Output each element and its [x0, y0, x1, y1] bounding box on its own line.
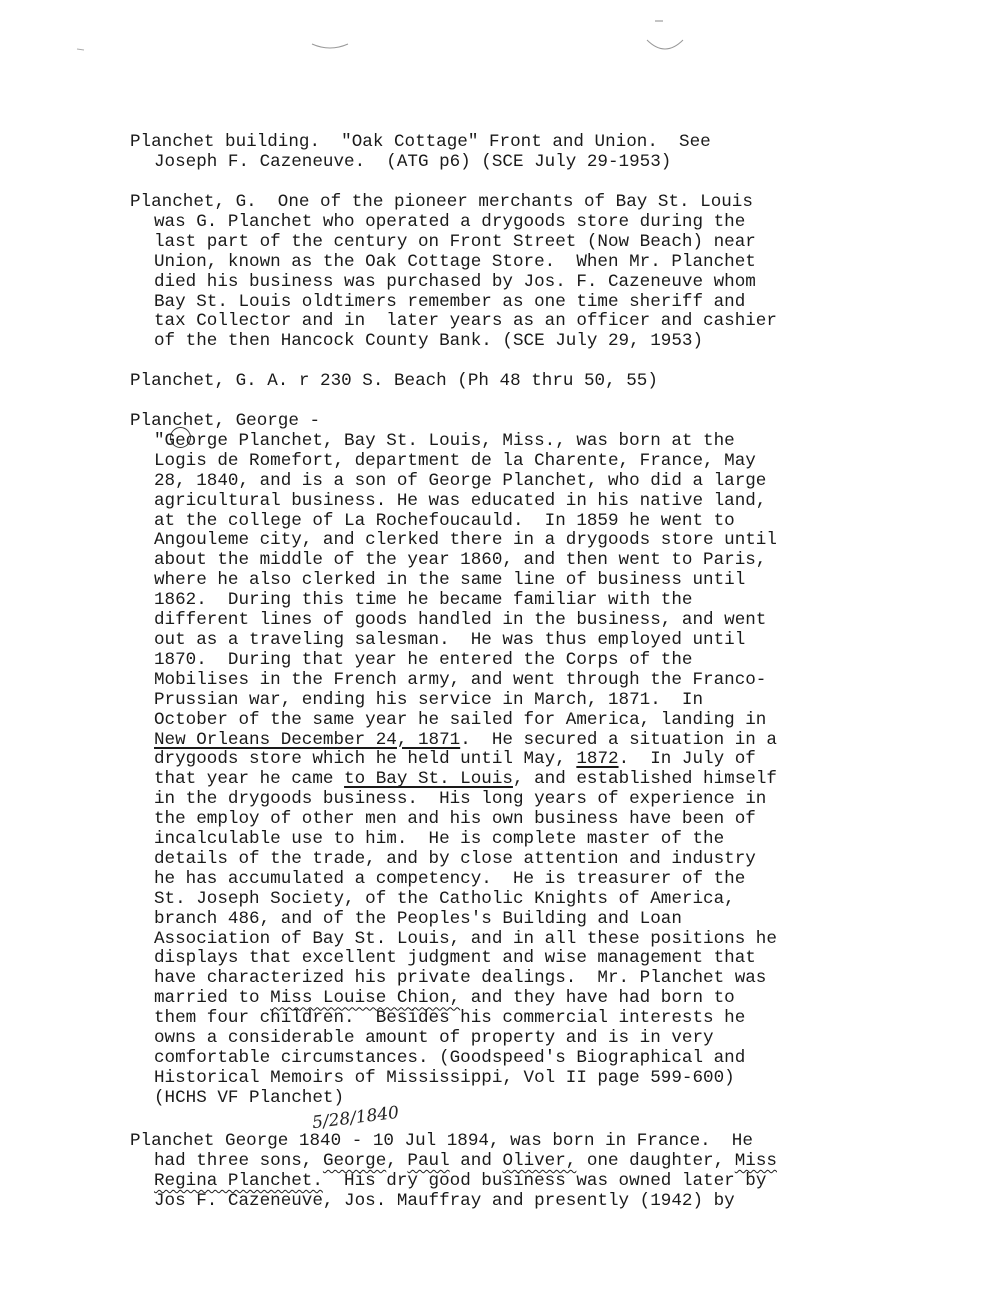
entry-line: Mobilises in the French army, and went through the Franco-: [154, 669, 767, 690]
entry-line: incalculable use to him. He is complete master of the: [154, 829, 725, 850]
entry-planchet-building: [130, 133, 870, 173]
entry-line: Planchet building. "Oak Cottage" Front and Union. See: [130, 132, 711, 152]
entry-line: St. Joseph Society, of the Catholic Knights of America,: [154, 888, 735, 909]
text-fragment: and: [449, 1150, 503, 1171]
entry-line: [130, 731, 870, 751]
entry-line: last part of the century on Front Street (Now Beach) near: [154, 231, 756, 252]
entry-line: Logis de Romefort, department de la Charente, France, May: [154, 450, 756, 471]
entry-line: in the drygoods business. His long years of experience in: [154, 789, 767, 810]
entry-line: 1870. During that year he entered the Corps of the: [154, 649, 693, 670]
entry-line: [130, 770, 870, 790]
scan-speck: [76, 46, 86, 52]
entry-line: agricultural business. He was educated in his native land,: [154, 490, 767, 511]
entry-line: Jos F. Cazeneuve, Jos. Mauffray and presently (1942) by: [154, 1190, 735, 1211]
entry-line: at the college of La Rochefoucauld. In 1859 he went to: [154, 510, 735, 531]
entry-line: died his business was purchased by Jos. F. Cazeneuve whom: [154, 271, 756, 292]
underlined-son: Paul: [407, 1150, 450, 1171]
text-fragment: His dry good business was owned later by: [322, 1170, 767, 1191]
entry-line: have characterized his private dealings. Mr. Planchet was: [154, 968, 767, 989]
underlined-place: to Bay St. Louis: [344, 769, 513, 790]
entry-line: Historical Memoirs of Mississippi, Vol II page 599-600): [154, 1067, 735, 1088]
entry-line: Planchet, G. A. r 230 S. Beach (Ph 48 thru 50, 55): [130, 371, 658, 391]
entry-line: (HCHS VF Planchet): [154, 1087, 345, 1108]
entry-line: 28, 1840, and is a son of George Planchet, who did a large: [154, 470, 767, 491]
entry-planchet-george: [130, 412, 870, 1109]
underlined-son: Oliver,: [502, 1150, 577, 1171]
entry-planchet-g: [130, 193, 870, 352]
entry-line: where he also clerked in the same line of business until: [154, 570, 746, 591]
entry-line: the employ of other men and his own business have been of: [154, 809, 756, 830]
text-fragment: , and established himself: [512, 769, 777, 790]
text-fragment: one daughter,: [576, 1150, 735, 1171]
entry-line: 1862. During this time he became familiar with the: [154, 590, 693, 611]
text-fragment: married to: [154, 988, 271, 1009]
entry-line: was G. Planchet who operated a drygoods store during the: [154, 211, 746, 232]
entry-line: [130, 1172, 870, 1192]
entry-line: out as a traveling salesman. He was thus employed until: [154, 629, 746, 650]
text-fragment: . In July of: [618, 749, 756, 770]
entry-line: October of the same year he sailed for America, landing in: [154, 709, 767, 730]
entry-line: branch 486, and of the Peoples's Building and Loan: [154, 908, 682, 929]
entry-line: different lines of goods handled in the business, and went: [154, 610, 767, 631]
underlined-spouse: Miss Louise Chion,: [270, 988, 461, 1009]
entry-line: Bay St. Louis oldtimers remember as one time sheriff and: [154, 291, 746, 312]
underlined-arrival: New Orleans December 24, 1871: [154, 729, 461, 750]
text-fragment: drygoods store which he held until May,: [154, 749, 577, 770]
entry-line: "George Planchet, Bay St. Louis, Miss., was born at the: [154, 430, 735, 451]
entry-line: Planchet George 1840 - 10 Jul 1894, was born in France. He: [130, 1131, 753, 1151]
entry-line: Prussian war, ending his service in March, 1871. In: [154, 689, 704, 710]
text-fragment: . He secured a situation in a: [460, 729, 777, 750]
entry-line: comfortable circumstances. (Goodspeed's Biographical and: [154, 1048, 746, 1068]
entry-line: owns a considerable amount of property and is in very: [154, 1028, 714, 1049]
text-fragment: had three sons,: [154, 1150, 323, 1171]
scan-mark: [310, 38, 350, 52]
underlined-son: George: [322, 1150, 387, 1171]
entry-line: displays that excellent judgment and wise management that: [154, 948, 756, 969]
handwritten-date-note: 5/28/1840: [311, 1102, 401, 1134]
entry-line: of the then Hancock County Bank. (SCE July 29, 1953): [154, 331, 704, 352]
underlined-daughter: Regina Planchet.: [154, 1170, 323, 1191]
text-fragment: ,: [386, 1150, 408, 1171]
entry-heading: Planchet, George -: [130, 411, 321, 431]
text-fragment: that year he came: [154, 769, 345, 790]
entry-line: details of the trade, and by close attention and industry: [154, 848, 756, 869]
entry-line: Union, known as the Oak Cottage Store. When Mr. Planchet: [154, 251, 756, 272]
text-fragment: and they have had born to: [460, 988, 735, 1009]
entry-line: he has accumulated a competency. He is treasurer of the: [154, 868, 746, 889]
entry-line: Angouleme city, and clerked there in a drygoods store until: [154, 530, 777, 551]
entry-line: Joseph F. Cazeneuve. (ATG p6) (SCE July 29-1953): [154, 151, 672, 172]
entry-line: Planchet, G. One of the pioneer merchants of Bay St. Louis: [130, 192, 753, 212]
underlined-daughter: Miss: [734, 1150, 777, 1171]
entry-line: [130, 1152, 870, 1172]
entry-line: [130, 989, 870, 1009]
entry-line: Association of Bay St. Louis, and in all these positions he: [154, 928, 777, 949]
entry-line: them four children. Besides his commercial interests he: [154, 1008, 746, 1029]
entry-planchet-g-a: [130, 372, 870, 392]
underlined-year: 1872: [576, 749, 619, 770]
entry-line: about the middle of the year 1860, and then went to Paris,: [154, 550, 767, 571]
entry-line: [130, 750, 870, 770]
scan-mark: [645, 36, 685, 54]
scan-speck: [654, 18, 664, 24]
entry-planchet-george-1840: [130, 1132, 870, 1212]
entry-line: tax Collector and in later years as an officer and cashier: [154, 311, 777, 332]
